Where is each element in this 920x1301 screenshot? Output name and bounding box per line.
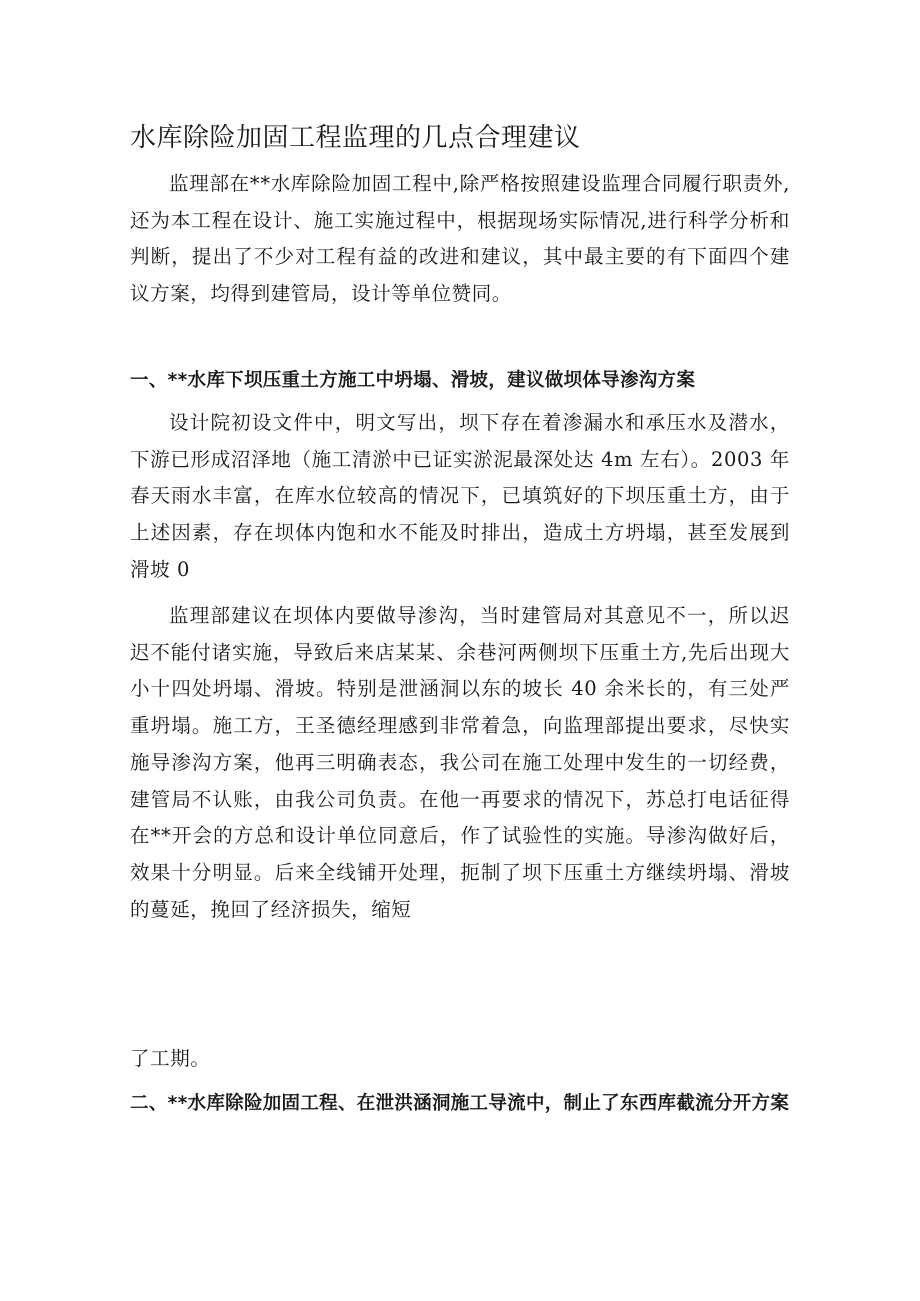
- section-1-paragraph-1: 设计院初设文件中，明文写出，坝下存在着渗漏水和承压水及潜水，下游已形成沼泽地（施工清淤中已证实淤泥最深处达 4m 左右）。2003 年春天雨水丰富，在库水位较高的情况下，已填筑好的下坝压重土方，由于上述因素，存在坝体内饱和水不能及时排出，造成土方坍塌，甚至发展到滑坡 0: [130, 411, 790, 581]
- document-title: 水库除险加固工程监理的几点合理建议: [130, 123, 581, 153]
- section-1-paragraph-2: 监理部建议在坝体内要做导渗沟，当时建管局对其意见不一，所以迟迟不能付诸实施，导致后来店某某、余巷河两侧坝下压重土方,先后出现大小十四处坍塌、滑坡。特别是泄涵洞以东的坡长 40 余米长的，有三处严重坍塌。施工方，王圣德经理感到非常着急，向监理部提出要求，尽快实施导渗沟方案，他再三明确表态，我公司在施工处理中发生的一切经费，建管局不认账，由我公司负责。在他一再要求的情况下，苏总打电话征得在**开会的方总和设计单位同意后，作了试验性的实施。导渗沟做好后，效果十分明显。后来全线铺开处理，扼制了坝下压重土方继续坍塌、滑坡的蔓延，挽回了经济损失，缩短: [130, 604, 790, 921]
- section-1-heading: 一、**水库下坝压重土方施工中坍塌、滑坡，建议做坝体导渗沟方案: [130, 370, 696, 391]
- section-1-paragraph-3: 了工期。: [130, 1047, 211, 1070]
- section-2-heading: 二、**水库除险加固工程、在泄洪涵洞施工导流中，制止了东西库截流分开方案: [130, 1093, 790, 1114]
- intro-paragraph: 监理部在**水库除险加固工程中,除严格按照建设监理合同履行职责外,还为本工程在设计、施工实施过程中，根据现场实际情况,进行科学分析和判断，提出了不少对工程有益的改进和建议，其中最主要的有下面四个建议方案，均得到建管局，设计等单位赞同。: [130, 172, 790, 306]
